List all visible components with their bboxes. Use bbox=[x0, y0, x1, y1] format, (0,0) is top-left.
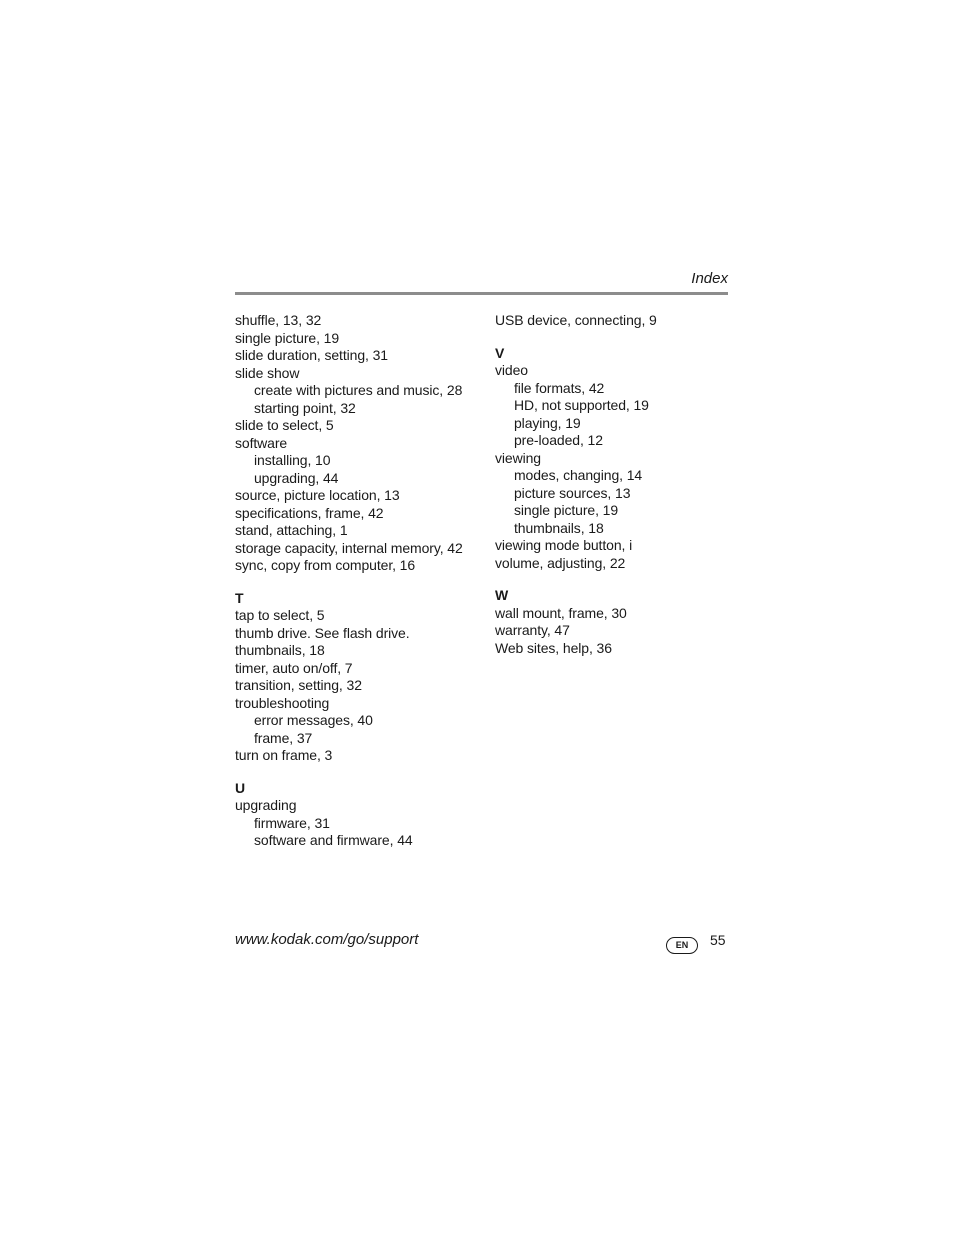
index-subentry: thumbnails, 18 bbox=[514, 519, 604, 536]
index-entry: timer, auto on/off, 7 bbox=[235, 659, 353, 676]
index-column-left bbox=[235, 312, 485, 850]
index-subentry: create with pictures and music, 28 bbox=[254, 382, 463, 398]
index-entry: warranty, 47 bbox=[495, 622, 570, 638]
index-entry: volume, adjusting, 22 bbox=[495, 554, 626, 571]
index-subentry: firmware, 31 bbox=[254, 814, 330, 831]
index-entry: thumbnails, 18 bbox=[235, 642, 325, 658]
index-subentry: modes, changing, 14 bbox=[514, 467, 643, 483]
index-entry: upgrading bbox=[235, 797, 297, 813]
language-badge: EN bbox=[666, 937, 698, 954]
index-entry: tap to select, 5 bbox=[235, 607, 325, 623]
index-section-letter: T bbox=[235, 589, 244, 606]
index-column-right bbox=[495, 312, 735, 657]
index-subentry: starting point, 32 bbox=[254, 399, 356, 416]
index-entry: slide show bbox=[235, 364, 300, 381]
index-entry: specifications, frame, 42 bbox=[235, 504, 384, 521]
index-entry: viewing mode button, i bbox=[495, 537, 633, 553]
index-subentry: single picture, 19 bbox=[514, 502, 619, 518]
index-entry: turn on frame, 3 bbox=[235, 747, 333, 763]
index-subentry: upgrading, 44 bbox=[254, 469, 339, 486]
page-number: 55 bbox=[710, 932, 726, 948]
page-header-title: Index bbox=[691, 270, 728, 287]
index-entry: stand, attaching, 1 bbox=[235, 522, 348, 538]
index-entry: troubleshooting bbox=[235, 694, 330, 711]
index-entry: storage capacity, internal memory, 42 bbox=[235, 539, 463, 556]
footer-url: www.kodak.com/go/support bbox=[235, 931, 419, 948]
index-subentry: file formats, 42 bbox=[514, 379, 605, 396]
index-section-letter: U bbox=[235, 779, 246, 796]
index-subentry: software and firmware, 44 bbox=[254, 832, 413, 848]
index-entry: video bbox=[495, 362, 528, 378]
index-entry: slide duration, setting, 31 bbox=[235, 347, 388, 363]
index-entry: shuffle, 13, 32 bbox=[235, 312, 322, 328]
index-entry: transition, setting, 32 bbox=[235, 677, 362, 693]
index-entry: slide to select, 5 bbox=[235, 417, 334, 433]
index-entry: wall mount, frame, 30 bbox=[495, 604, 627, 621]
index-entry: Web sites, help, 36 bbox=[495, 639, 612, 656]
index-section-letter: V bbox=[495, 344, 505, 361]
index-entry: thumb drive. See flash drive. bbox=[235, 624, 410, 641]
index-entry: viewing bbox=[495, 449, 541, 466]
index-subentry: picture sources, 13 bbox=[514, 484, 631, 501]
index-subentry: installing, 10 bbox=[254, 452, 331, 468]
index-section-letter: W bbox=[495, 587, 509, 603]
index-subentry: pre-loaded, 12 bbox=[514, 432, 603, 448]
index-subentry: playing, 19 bbox=[514, 414, 581, 431]
index-entry: single picture, 19 bbox=[235, 329, 340, 346]
index-subentry: error messages, 40 bbox=[254, 712, 373, 728]
index-entry: software bbox=[235, 434, 288, 451]
index-subentry: frame, 37 bbox=[254, 729, 313, 746]
index-entry: sync, copy from computer, 16 bbox=[235, 557, 416, 573]
index-entry: source, picture location, 13 bbox=[235, 487, 400, 503]
header-divider bbox=[235, 292, 728, 295]
index-entry: USB device, connecting, 9 bbox=[495, 312, 657, 328]
index-subentry: HD, not supported, 19 bbox=[514, 397, 649, 413]
